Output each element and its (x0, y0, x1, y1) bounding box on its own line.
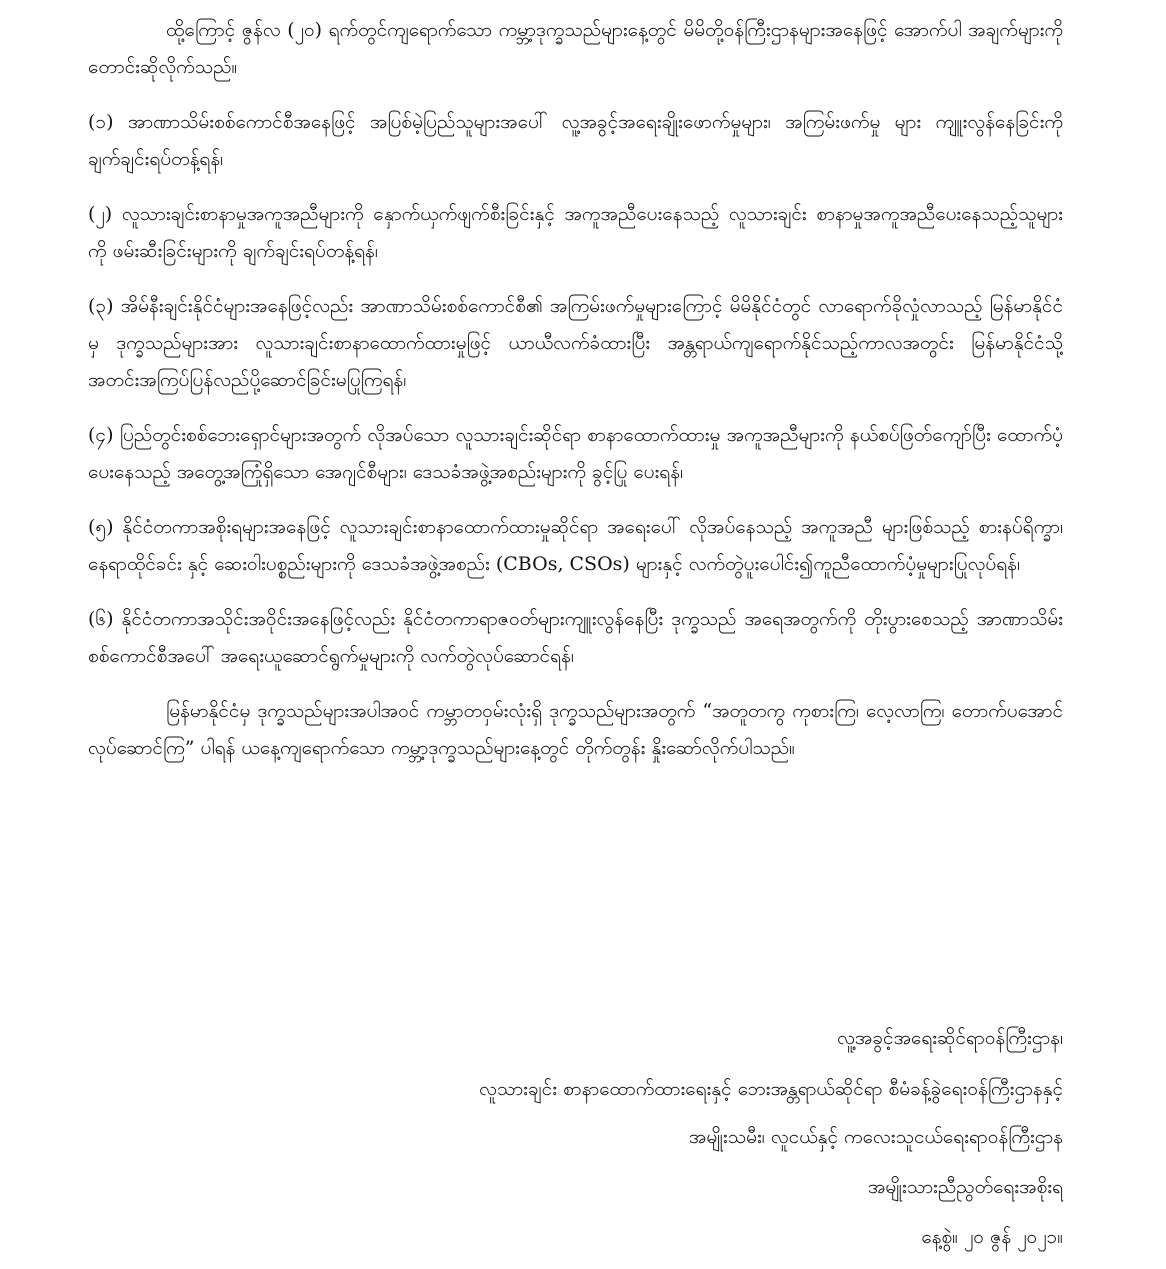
intro-paragraph: ထို့ကြောင့် ဇွန်လ (၂၀) ရက်တွင်ကျရောက်သော ကမ္ဘာ့ဒုက္ခသည်များနေ့တွင် မိမိတို့ဝန်ကြီးဌာနများအနေဖြင့် အောက်ပါ အချက်များကို တောင်းဆိုလိုက်သည်။ (88, 19, 1063, 78)
point-3: (၃) အိမ်နီးချင်းနိုင်ငံများအနေဖြင့်လည်း အာဏာသိမ်းစစ်ကောင်စီ၏ အကြမ်းဖက်မှုများကြောင့် မိမိနိုင်ငံတွင် လာရောက်ခိုလှုံလာသည့် မြန်မာနိုင်ငံမှ ဒုက္ခသည်များအား လူသားချင်းစာနာထောက်ထားမှုဖြင့် ယာယီလက်ခံထားပြီး အန္တရာယ်ကျရောက်နိုင်သည့်ကာလအတွင်း မြန်မာနိုင်ငံသို့ အတင်းအကြပ်ပြန်လည်ပို့ဆောင်ခြင်းမပြုကြရန်၊ (88, 295, 1063, 391)
point-6: (၆) နိုင်ငံတကာအသိုင်းအဝိုင်းအနေဖြင့်လည်း နိုင်ငံတကာရာဇဝတ်များကျူးလွန်နေပြီး ဒုက္ခသည် အရေအတွက်ကို တိုးပွားစေသည့် အာဏာသိမ်းစစ်ကောင်စီအပေါ် အရေးယူဆောင်ရွက်မှုများကို လက်တွဲလုပ်ဆောင်ရန်၊ (88, 608, 1063, 667)
signature-ministry-women-youth: အမျိုးသမီး၊ လူငယ်နှင့် ကလေးသူငယ်ရေးရာဝန်ကြီးဌာန (688, 1126, 1063, 1148)
closing-paragraph: မြန်မာနိုင်ငံမှ ဒုက္ခသည်များအပါအဝင် ကမ္ဘာတဝှမ်းလုံးရှိ ဒုက္ခသည်များအတွက် “အတူတကွ ကုစားကြ၊ လေ့လာကြ၊ တောက်ပအောင် လုပ်ဆောင်ကြ” ပါရန် ယနေ့ကျရောက်သော ကမ္ဘာ့ဒုက္ခသည်များနေ့တွင် တိုက်တွန်း နှိုးဆော်လိုက်ပါသည်။ (88, 700, 1063, 759)
point-4: (၄) ပြည်တွင်းစစ်ဘေးရှောင်များအတွက် လိုအပ်သော လူသားချင်းဆိုင်ရာ စာနာထောက်ထားမှု အကူအညီများကို နယ်စပ်ဖြတ်ကျော်ပြီး ထောက်ပံ့ပေးနေသည့် အတွေ့အကြုံရှိသော အေဂျင်စီများ၊ ဒေသခံအဖွဲ့အစည်းများကို ခွင့်ပြု ပေးရန်၊ (88, 424, 1063, 483)
document-date: နေ့စွဲ။ ၂၀ ဇွန် ၂၀၂၁။ (921, 1226, 1063, 1248)
point-1: (၁) အာဏာသိမ်းစစ်ကောင်စီအနေဖြင့် အပြစ်မဲ့ပြည်သူများအပေါ် လူ့အခွင့်အရေးချိုးဖောက်မှုများ၊ အကြမ်းဖက်မှု များ ကျူးလွန်နေခြင်းကို ချက်ချင်းရပ်တန့်ရန်၊ (88, 111, 1063, 170)
signature-government: အမျိုးသားညီညွတ်ရေးအစိုးရ (867, 1176, 1063, 1198)
signature-ministry-humanitarian: လူသားချင်း စာနာထောက်ထားရေးနှင့် ဘေးအန္တရာယ်ဆိုင်ရာ စီမံခန့်ခွဲရေးဝန်ကြီးဌာနနှင့် (479, 1078, 1063, 1100)
signature-ministry-human-rights: လူ့အခွင့်အရေးဆိုင်ရာဝန်ကြီးဌာန၊ (837, 1027, 1063, 1049)
point-2: (၂) လူသားချင်းစာနာမှုအကူအညီများကို နှောက်ယှက်ဖျက်စီးခြင်းနှင့် အကူအညီပေးနေသည့် လူသားချင်း စာနာမှုအကူအညီပေးနေသည့်သူများကို ဖမ်းဆီးခြင်းများကို ချက်ချင်းရပ်တန့်ရန်၊ (88, 203, 1063, 262)
point-5: (၅) နိုင်ငံတကာအစိုးရများအနေဖြင့် လူသားချင်းစာနာထောက်ထားမှုဆိုင်ရာ အရေးပေါ် လိုအပ်နေသည့် အကူအညီ များဖြစ်သည့် စားနပ်ရိက္ခာ၊ နေရာထိုင်ခင်း နှင့် ဆေးဝါးပစ္စည်းများကို ဒေသခံအဖွဲ့အစည်း (CBOs, CSOs) များနှင့် လက်တွဲပူးပေါင်း၍ကူညီထောက်ပံ့မှုများပြုလုပ်ရန်၊ (88, 516, 1063, 575)
document-body (88, 12, 1063, 785)
